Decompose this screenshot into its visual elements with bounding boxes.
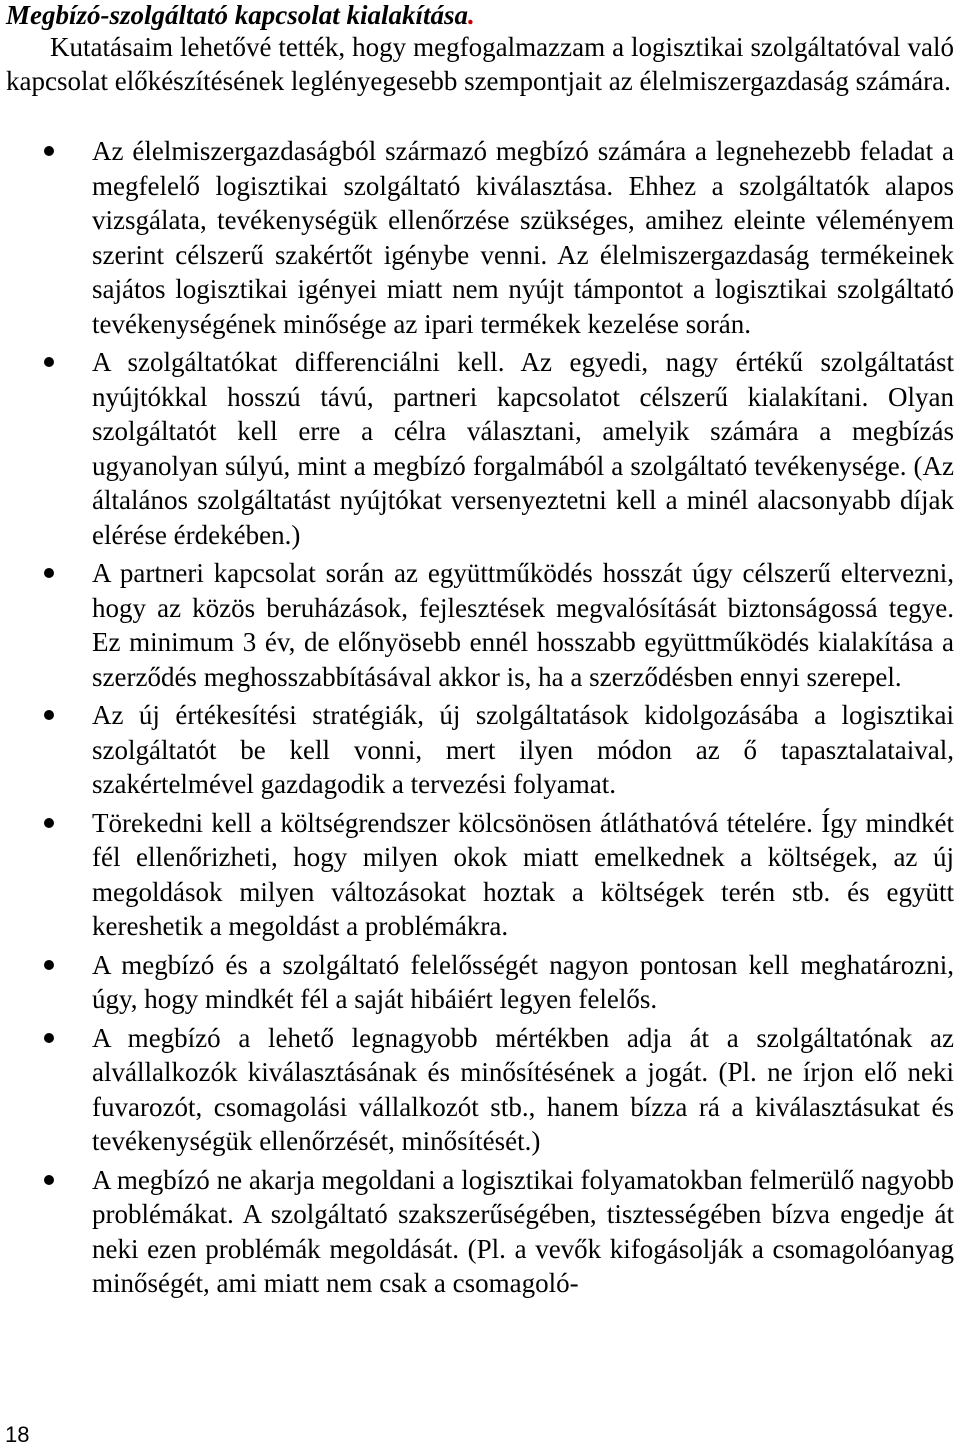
bullet-icon xyxy=(44,146,54,156)
list-item-text: A szolgáltatókat differenciálni kell. Az egyedi, nagy értékű szolgáltatást nyújtókkal hosszú távú, partneri kapcsolatot célszerű kialakítani. Olyan szolgáltatót kell erre a célra választani, amelyik számára a megbízás ugyanolyan súlyú, mint a megbízó forgalmából a szolgáltató tevékenysége. (Az általános szolgáltatást nyújtókat versenyeztetni kell a minél alacsonyabb díjak elérése érdekében.) xyxy=(92,347,954,550)
list-item xyxy=(0,134,960,341)
list-item-text: A megbízó és a szolgáltató felelősségét nagyon pontosan kell meghatározni, úgy, hogy mindkét fél a saját hibáiért legyen felelős. xyxy=(92,949,954,1014)
bullet-icon xyxy=(44,357,54,367)
list-item-text: Az élelmiszergazdaságból származó megbízó számára a legnehezebb feladat a megfelelő logisztikai szolgáltató kiválasztása. Ehhez a szolgáltatók alapos vizsgálata, tevékenységük ellenőrzése szükséges, amihez eleinte véleményem szerint célszerű szakértőt igénybe venni. Az élelmiszergazdaság termékeinek sajátos logisztikai igényei miatt nem nyújt támpontot a logisztikai szolgáltató tevékenységének minősége az ipari termékek kezelése során. xyxy=(92,136,954,339)
list-item xyxy=(0,345,960,552)
list-item-text: A partneri kapcsolat során az együttműködés hosszát úgy célszerű eltervezni, hogy az közös beruházások, fejlesztések megvalósítását biztonságossá tegye. Ez minimum 3 év, de előnyösebb ennél hosszabb együttműködés kialakítása a szerződés meghosszabbításával akkor is, ha a szerződésben ennyi szerepel. xyxy=(92,558,954,692)
list-item xyxy=(0,556,960,694)
list-item-text: A megbízó ne akarja megoldani a logisztikai folyamatokban felmerülő nagyobb problémákat. A szolgáltató szakszerűségében, tisztességében bízva engedje át neki ezen problémák megoldását. (Pl. a vevők kifogásolják a csomagolóanyag minőségét, ami miatt nem csak a csomagoló- xyxy=(92,1164,954,1298)
list-item-text: Törekedni kell a költségrendszer kölcsönösen átláthatóvá tételére. Így mindkét fél ellenőrizheti, hogy milyen okok miatt emelkednek a költségek, az új megoldások milyen változásokat hoztak a költségek terén stb. és együtt kereshetik a megoldást a problémákra. xyxy=(92,807,954,941)
bullet-icon xyxy=(44,818,54,828)
list-item-text: A megbízó a lehető legnagyobb mértékben adja át a szolgáltatónak az alvállalkozók kiválasztásának és minősítésének a jogát. (Pl. ne írjon elő neki fuvarozót, csomagolási vállalkozót stb., hanem bízza rá a kiválasztásukat és tevékenységük ellenőrzését, minősítését.) xyxy=(92,1022,954,1156)
list-item xyxy=(0,806,960,944)
section-heading-dot: . xyxy=(468,0,475,30)
list-item xyxy=(0,948,960,1017)
section-heading xyxy=(6,0,475,30)
page-number: 18 xyxy=(5,1422,30,1447)
section-heading-text: Megbízó-szolgáltató kapcsolat kialakítása xyxy=(6,0,469,30)
bullet-icon xyxy=(44,710,54,720)
bullet-icon xyxy=(44,960,54,970)
bullet-list xyxy=(0,134,960,1305)
intro-paragraph: Kutatásaim lehetővé tették, hogy megfogalmazzam a logisztikai szolgáltatóval való kapcsolat előkészítésének leglényegesebb szempontjait az élelmiszergazdaság számára. xyxy=(6,32,954,96)
list-item-text: Az új értékesítési stratégiák, új szolgáltatások kidolgozásába a logisztikai szolgáltatót be kell vonni, mert ilyen módon az ő tapasztalataival, szakértelmével gazdagodik a tervezési folyamat. xyxy=(92,700,954,799)
bullet-icon xyxy=(44,1033,54,1043)
bullet-icon xyxy=(44,1175,54,1185)
list-item xyxy=(0,1021,960,1159)
list-item xyxy=(0,1163,960,1301)
bullet-icon xyxy=(44,568,54,578)
list-item xyxy=(0,698,960,802)
